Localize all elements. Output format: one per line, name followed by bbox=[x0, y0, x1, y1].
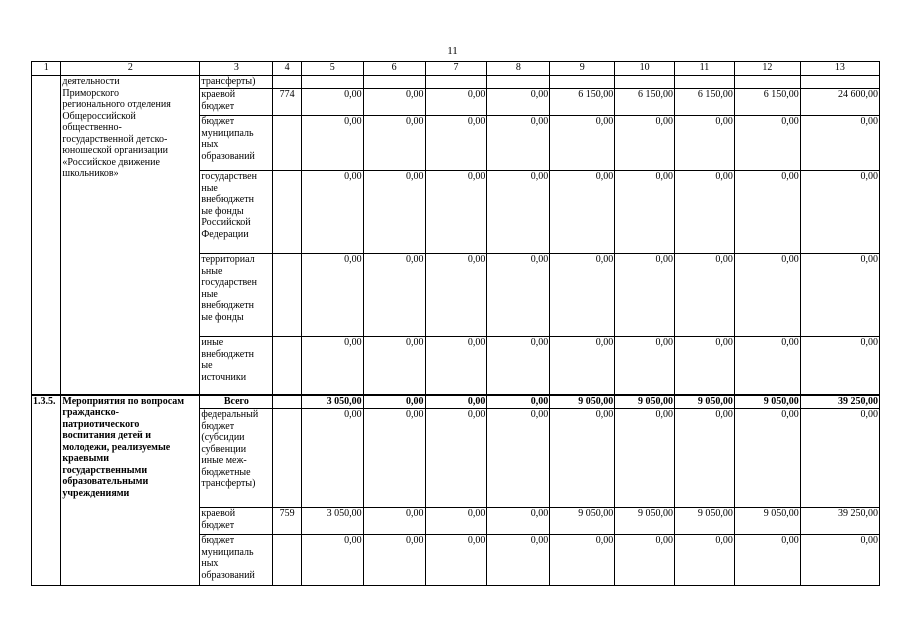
amount-cell: 0,00 bbox=[734, 535, 800, 586]
amount-cell: 0,00 bbox=[425, 409, 487, 508]
amount-cell: 0,00 bbox=[301, 171, 363, 254]
funding-source: бюджет муниципаль ных образований bbox=[200, 535, 273, 586]
amount-cell: 0,00 bbox=[301, 116, 363, 171]
amount-cell: 0,00 bbox=[615, 409, 675, 508]
funding-source: бюджет муниципаль ных образований bbox=[200, 116, 273, 171]
amount-cell: 0,00 bbox=[675, 409, 735, 508]
amount-cell bbox=[800, 76, 879, 89]
funding-source: краевой бюджет bbox=[200, 508, 273, 535]
amount-cell: 3 050,00 bbox=[301, 508, 363, 535]
amount-cell bbox=[675, 76, 735, 89]
amount-cell: 0,00 bbox=[363, 116, 425, 171]
amount-cell: 0,00 bbox=[425, 535, 487, 586]
column-header: 2 bbox=[61, 62, 200, 76]
amount-cell: 0,00 bbox=[425, 395, 487, 409]
amount-cell: 9 050,00 bbox=[734, 395, 800, 409]
amount-cell: 0,00 bbox=[487, 395, 550, 409]
amount-cell: 0,00 bbox=[615, 254, 675, 337]
amount-cell: 0,00 bbox=[301, 535, 363, 586]
amount-cell: 0,00 bbox=[550, 409, 615, 508]
funding-source: федеральный бюджет (субсидии субвенции иные меж- бюджетные трансферты) bbox=[200, 409, 273, 508]
amount-cell: 0,00 bbox=[487, 116, 550, 171]
funding-source: территориал ьные государствен ные внебюджетн ые фонды bbox=[200, 254, 273, 337]
amount-cell: 0,00 bbox=[675, 171, 735, 254]
amount-cell: 0,00 bbox=[301, 409, 363, 508]
amount-cell bbox=[487, 76, 550, 89]
amount-cell: 0,00 bbox=[675, 116, 735, 171]
amount-cell: 6 150,00 bbox=[734, 89, 800, 116]
amount-cell: 3 050,00 bbox=[301, 395, 363, 409]
table-row bbox=[32, 76, 880, 89]
amount-cell bbox=[734, 76, 800, 89]
amount-cell: 39 250,00 bbox=[800, 508, 879, 535]
row-number: 1.3.5. bbox=[32, 395, 61, 586]
budget-code bbox=[273, 171, 301, 254]
amount-cell: 0,00 bbox=[425, 508, 487, 535]
amount-cell: 0,00 bbox=[675, 254, 735, 337]
funding-source: иные внебюджетн ые источники bbox=[200, 337, 273, 395]
amount-cell: 0,00 bbox=[550, 535, 615, 586]
amount-cell: 0,00 bbox=[800, 337, 879, 395]
amount-cell: 0,00 bbox=[800, 409, 879, 508]
column-header: 9 bbox=[550, 62, 615, 76]
amount-cell: 9 050,00 bbox=[675, 395, 735, 409]
column-header: 5 bbox=[301, 62, 363, 76]
amount-cell: 0,00 bbox=[363, 89, 425, 116]
amount-cell: 0,00 bbox=[425, 171, 487, 254]
budget-code bbox=[273, 254, 301, 337]
amount-cell: 0,00 bbox=[425, 254, 487, 337]
amount-cell: 0,00 bbox=[615, 171, 675, 254]
amount-cell: 0,00 bbox=[800, 171, 879, 254]
table-row bbox=[32, 395, 880, 409]
amount-cell: 0,00 bbox=[487, 254, 550, 337]
amount-cell: 9 050,00 bbox=[734, 508, 800, 535]
amount-cell bbox=[301, 76, 363, 89]
amount-cell: 0,00 bbox=[734, 409, 800, 508]
amount-cell: 0,00 bbox=[734, 337, 800, 395]
amount-cell: 9 050,00 bbox=[550, 395, 615, 409]
amount-cell: 0,00 bbox=[615, 535, 675, 586]
amount-cell: 0,00 bbox=[734, 171, 800, 254]
budget-code bbox=[273, 535, 301, 586]
amount-cell: 0,00 bbox=[615, 337, 675, 395]
amount-cell: 0,00 bbox=[550, 337, 615, 395]
amount-cell: 0,00 bbox=[800, 535, 879, 586]
amount-cell: 0,00 bbox=[675, 535, 735, 586]
column-header: 11 bbox=[675, 62, 735, 76]
amount-cell bbox=[615, 76, 675, 89]
budget-code: 759 bbox=[273, 508, 301, 535]
row-number bbox=[32, 76, 61, 395]
amount-cell: 0,00 bbox=[550, 171, 615, 254]
amount-cell: 0,00 bbox=[487, 89, 550, 116]
amount-cell: 0,00 bbox=[301, 337, 363, 395]
amount-cell: 0,00 bbox=[550, 254, 615, 337]
amount-cell: 0,00 bbox=[550, 116, 615, 171]
amount-cell: 0,00 bbox=[363, 409, 425, 508]
budget-code: 774 bbox=[273, 89, 301, 116]
amount-cell: 0,00 bbox=[301, 89, 363, 116]
amount-cell: 9 050,00 bbox=[675, 508, 735, 535]
column-header: 7 bbox=[425, 62, 487, 76]
column-header: 13 bbox=[800, 62, 879, 76]
column-header: 6 bbox=[363, 62, 425, 76]
amount-cell: 39 250,00 bbox=[800, 395, 879, 409]
funding-source: государствен ные внебюджетн ые фонды Российской Федерации bbox=[200, 171, 273, 254]
amount-cell: 0,00 bbox=[675, 337, 735, 395]
budget-code bbox=[273, 76, 301, 89]
amount-cell: 0,00 bbox=[487, 409, 550, 508]
amount-cell: 0,00 bbox=[487, 171, 550, 254]
amount-cell: 6 150,00 bbox=[550, 89, 615, 116]
amount-cell: 0,00 bbox=[800, 116, 879, 171]
amount-cell: 0,00 bbox=[800, 254, 879, 337]
amount-cell: 0,00 bbox=[363, 337, 425, 395]
budget-code bbox=[273, 409, 301, 508]
page-number: 11 bbox=[447, 45, 458, 57]
amount-cell: 0,00 bbox=[363, 508, 425, 535]
budget-table bbox=[31, 61, 880, 586]
amount-cell: 9 050,00 bbox=[615, 508, 675, 535]
budget-code bbox=[273, 116, 301, 171]
amount-cell: 6 150,00 bbox=[615, 89, 675, 116]
funding-source: трансферты) bbox=[200, 76, 273, 89]
amount-cell: 0,00 bbox=[363, 254, 425, 337]
budget-code bbox=[273, 337, 301, 395]
budget-code bbox=[273, 395, 301, 409]
amount-cell: 0,00 bbox=[301, 254, 363, 337]
column-header: 3 bbox=[200, 62, 273, 76]
column-header: 4 bbox=[273, 62, 301, 76]
funding-source: Всего bbox=[200, 395, 273, 409]
amount-cell: 0,00 bbox=[363, 535, 425, 586]
activity-name: Мероприятия по вопросам гражданско- патриотического воспитания детей и молодежи, реализуемые краевыми государственными образовательными учреждениями bbox=[61, 395, 200, 586]
amount-cell: 6 150,00 bbox=[675, 89, 735, 116]
amount-cell: 9 050,00 bbox=[615, 395, 675, 409]
amount-cell: 0,00 bbox=[615, 116, 675, 171]
amount-cell: 0,00 bbox=[487, 508, 550, 535]
activity-name: деятельности Приморского регионального отделения Общероссийской общественно- государственной детско- юношеской организации «Российское движение школьников» bbox=[61, 76, 200, 395]
amount-cell: 0,00 bbox=[425, 89, 487, 116]
amount-cell: 0,00 bbox=[487, 535, 550, 586]
amount-cell: 0,00 bbox=[363, 395, 425, 409]
amount-cell bbox=[550, 76, 615, 89]
amount-cell: 0,00 bbox=[425, 337, 487, 395]
column-header: 12 bbox=[734, 62, 800, 76]
amount-cell bbox=[425, 76, 487, 89]
column-header: 10 bbox=[615, 62, 675, 76]
amount-cell: 0,00 bbox=[363, 171, 425, 254]
amount-cell bbox=[363, 76, 425, 89]
amount-cell: 0,00 bbox=[734, 116, 800, 171]
column-header: 8 bbox=[487, 62, 550, 76]
amount-cell: 0,00 bbox=[487, 337, 550, 395]
amount-cell: 24 600,00 bbox=[800, 89, 879, 116]
amount-cell: 0,00 bbox=[425, 116, 487, 171]
header-row bbox=[32, 62, 880, 76]
amount-cell: 0,00 bbox=[734, 254, 800, 337]
funding-source: краевой бюджет bbox=[200, 89, 273, 116]
amount-cell: 9 050,00 bbox=[550, 508, 615, 535]
column-header: 1 bbox=[32, 62, 61, 76]
